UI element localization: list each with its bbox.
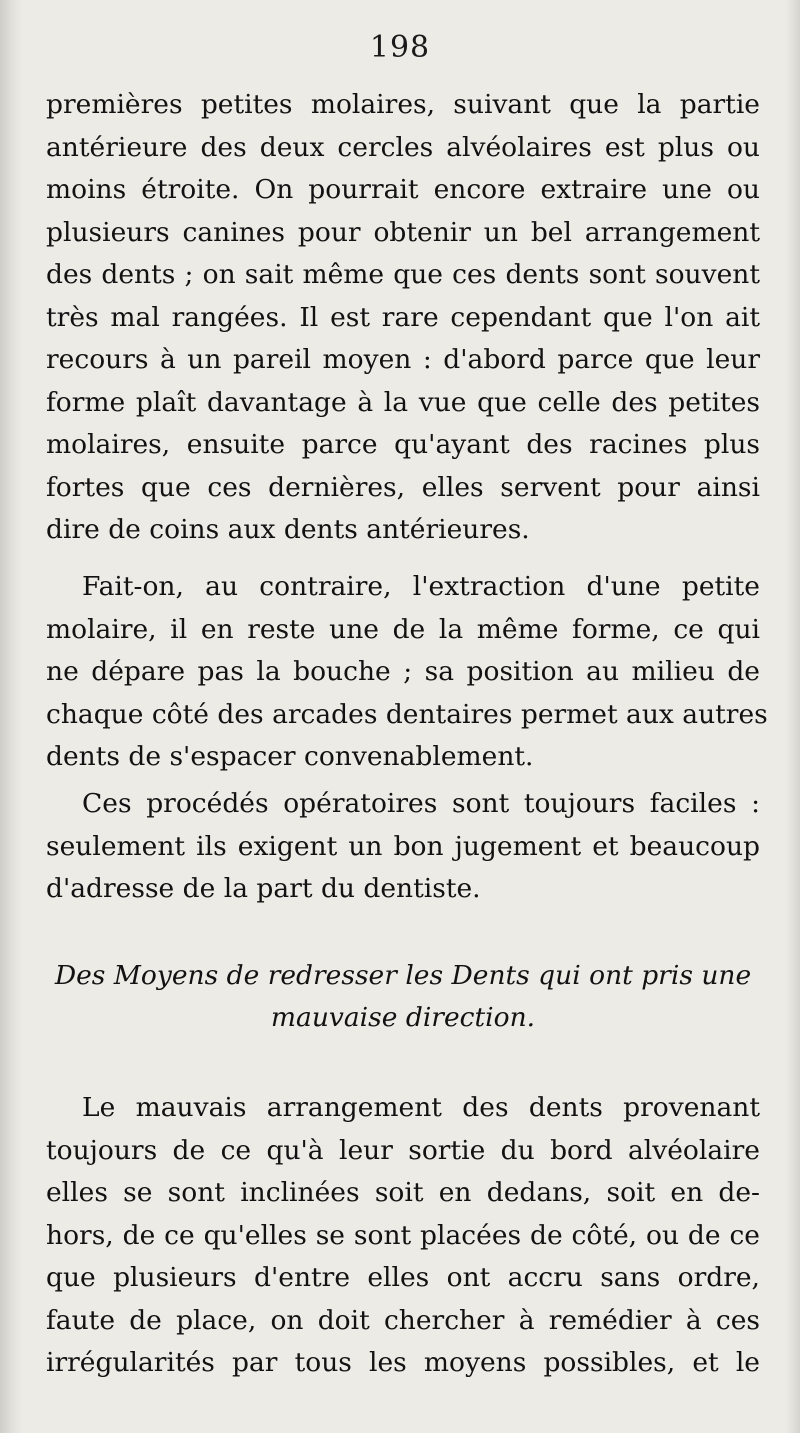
text-line: plusieurs canines pour obtenir un bel arrangement [46,216,760,248]
page-number: 198 [369,30,431,65]
paragraph-4 [46,1087,760,1385]
text-line: antérieure des deux cercles alvéolaires est plus ou [46,131,760,163]
text-line: Ces procédés opératoires sont toujours faciles : [82,788,760,819]
text-line: dents de s'espacer convenablement. [46,741,534,772]
heading-line: mauvaise direction. [270,1002,536,1033]
page-gutter-shadow [0,0,22,1433]
text-line: très mal rangées. Il est rare cependant que l'on ait [46,301,760,333]
text-line: recours à un pareil moyen : d'abord parce que leur [46,344,760,375]
text-line: Le mauvais arrangement des dents provenant [82,1092,760,1123]
paragraph-2 [46,566,768,779]
section-heading [46,955,760,1039]
text-line: dire de coins aux dents antérieures. [46,514,530,545]
text-line: hors, de ce qu'elles se sont placées de côté, ou de ce [46,1219,760,1251]
text-line: que plusieurs d'entre elles ont accru sans ordre, [46,1262,760,1293]
text-line: irrégularités par tous les moyens possibles, et le [46,1347,760,1378]
paragraph-3 [46,783,760,911]
text-line: des dents ; on sait même que ces dents sont souvent [46,259,760,290]
text-line: toujours de ce qu'à leur sortie du bord alvéolaire [46,1134,760,1166]
heading-line: Des Moyens de redresser les Dents qui ont pris une [54,960,752,991]
text-line: ne dépare pas la bouche ; sa position au milieu de [46,656,760,687]
text-line: molaires, ensuite parce qu'ayant des racines plus [46,429,760,460]
page-edge-shadow [786,0,800,1433]
text-line: fortes que ces dernières, elles servent pour ainsi [46,471,760,503]
text-line: moins étroite. On pourrait encore extraire une ou [46,174,760,205]
text-line: d'adresse de la part du dentiste. [46,873,481,904]
text-line: forme plaît davantage à la vue que celle des petites [46,386,760,418]
text-line: Fait-on, au contraire, l'extraction d'une petite [82,571,760,602]
text-line: elles se sont inclinées soit en dedans, soit en de- [46,1177,760,1208]
paragraph-1 [46,84,760,552]
text-line: seulement ils exigent un bon jugement et beaucoup [46,830,760,862]
text-line: premières petites molaires, suivant que la partie [46,89,760,120]
text-line: molaire, il en reste une de la même forme, ce qui [46,613,760,645]
text-line: faute de place, on doit chercher à remédier à ces [46,1304,760,1336]
text-line: chaque côté des arcades dentaires permet aux autres [46,698,768,730]
